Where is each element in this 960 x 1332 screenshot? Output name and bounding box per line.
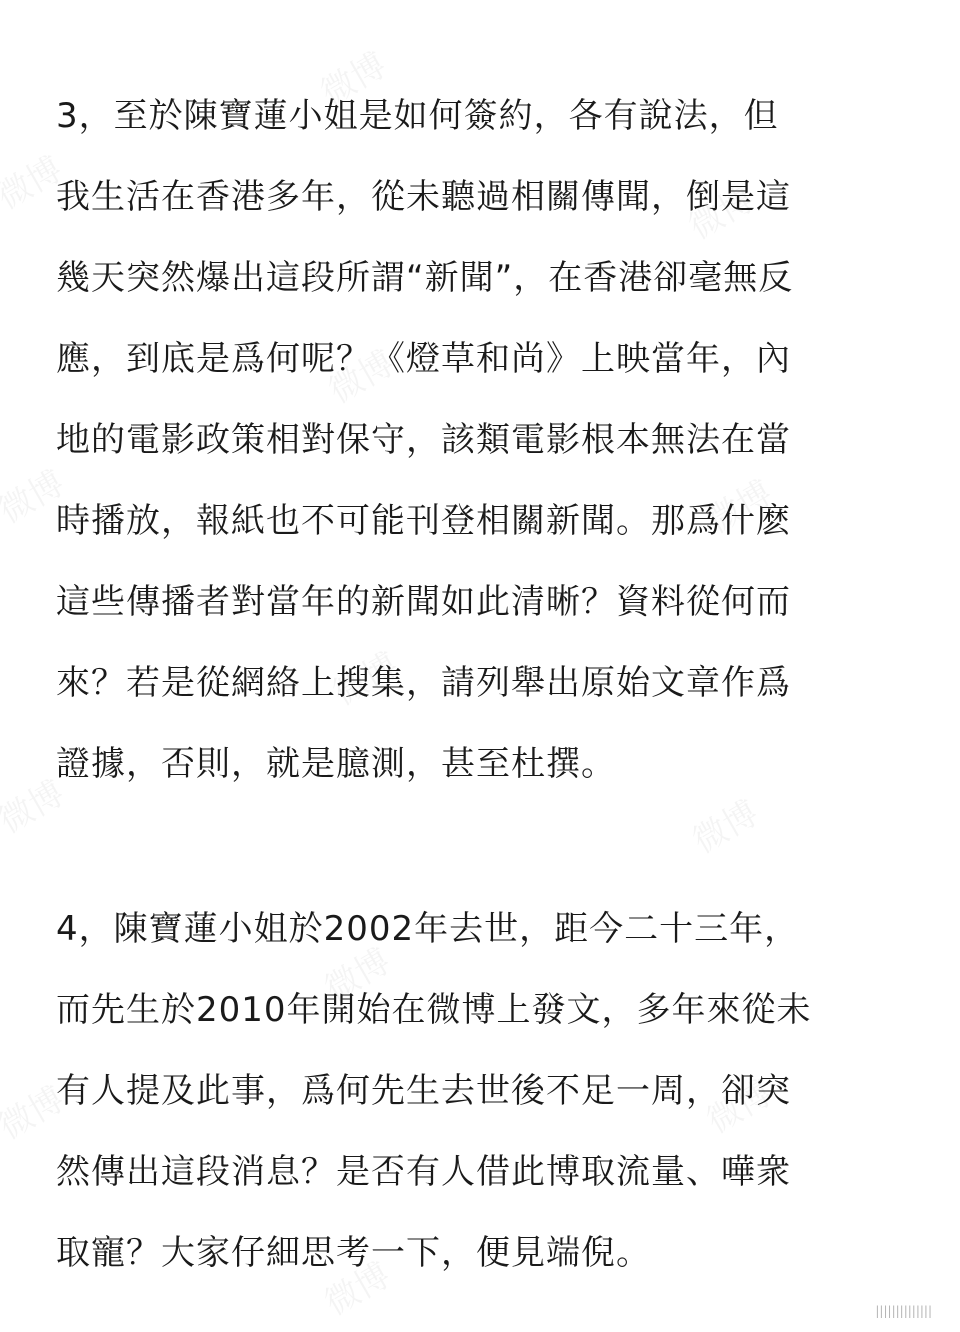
text-line: 幾天突然爆出這段所謂“新聞”，在香港卻毫無反: [56, 258, 794, 298]
text-line: 然傳出這段消息？是否有人借此博取流量、嘩衆: [56, 1152, 791, 1192]
paragraph-3: [56, 0, 920, 805]
text-line: 我生活在香港多年，從未聽過相關傳聞，倒是這: [56, 177, 791, 217]
text-line: 時播放，報紙也不可能刊登相關新聞。那爲什麽: [56, 501, 791, 541]
text-line: 地的電影政策相對保守，該類電影根本無法在當: [56, 420, 791, 460]
paragraph-4: [56, 889, 920, 1294]
footer-watermark: ||||||||||||||: [875, 1304, 932, 1318]
text-line: 3，至於陳寶蓮小姐是如何簽約，各有說法，但: [56, 96, 779, 136]
text-line: 取寵？大家仔細思考一下，便見端倪。: [56, 1233, 651, 1273]
text-line: 證據，否則，就是臆測，甚至杜撰。: [56, 744, 616, 784]
text-line: 而先生於2010年開始在微博上發文，多年來從未: [56, 990, 812, 1030]
text-line: 應，到底是爲何呢？《燈草和尚》上映當年，內: [56, 339, 791, 379]
text-line: 這些傳播者對當年的新聞如此清晰？資料從何而: [56, 582, 791, 622]
text-line: 有人提及此事，爲何先生去世後不足一周，卻突: [56, 1071, 791, 1111]
text-line: 4，陳寶蓮小姐於2002年去世，距今二十三年，: [56, 909, 800, 949]
text-line: 來？若是從網絡上搜集，請列舉出原始文章作爲: [56, 663, 791, 703]
